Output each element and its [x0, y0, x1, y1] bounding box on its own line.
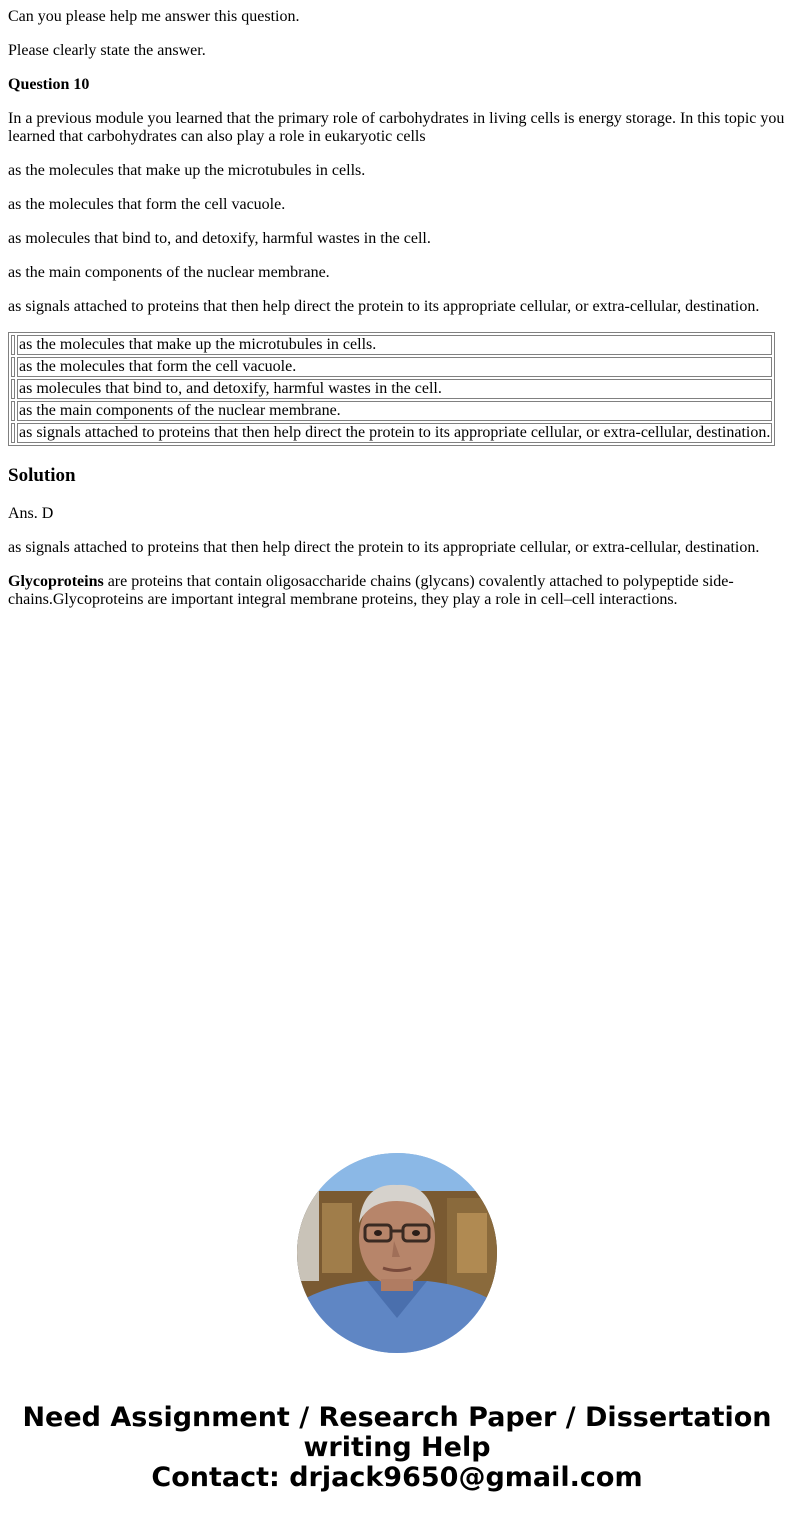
- table-row: [11, 379, 772, 399]
- option-marker-cell: [11, 357, 15, 377]
- option-text-d: as the main components of the nuclear membrane.: [8, 264, 330, 281]
- table-row: [11, 357, 772, 377]
- option-text-a: as the molecules that make up the microtubules in cells.: [8, 162, 366, 179]
- option-cell: as the molecules that form the cell vacuole.: [17, 357, 772, 377]
- solution-answer-text: as signals attached to proteins that then help direct the protein to its appropriate cellular, or extra-cellular, destination.: [8, 539, 760, 556]
- solution-explanation-text: are proteins that contain oligosaccharide chains (glycans) covalently attached to polypeptide side-chains.Glycoproteins are important integral membrane proteins, they play a role in cell–cell interactions.: [8, 573, 734, 608]
- table-row: [11, 335, 772, 355]
- intro-text: Can you please help me answer this question.: [8, 8, 300, 25]
- solution-answer: Ans. D: [8, 505, 54, 522]
- question-prompt: In a previous module you learned that the primary role of carbohydrates in living cells is energy storage. In this topic you learned that carbohydrates can also play a role in eukaryotic cells: [8, 110, 785, 145]
- option-marker-cell: [11, 423, 15, 443]
- solution-term: Glycoproteins: [8, 573, 104, 590]
- option-cell: as signals attached to proteins that then help direct the protein to its appropriate cellular, or extra-cellular, destination.: [19, 424, 771, 441]
- option-marker-cell: [11, 379, 15, 399]
- footer-line-2: writing Help: [303, 1432, 491, 1463]
- instruction-text: Please clearly state the answer.: [8, 42, 206, 59]
- solution-heading: Solution: [8, 465, 76, 486]
- option-marker-cell: [11, 335, 15, 355]
- option-text-c: as molecules that bind to, and detoxify, harmful wastes in the cell.: [8, 230, 431, 247]
- table-row: [11, 401, 772, 421]
- table-row: [11, 423, 772, 443]
- option-marker-cell: [11, 401, 15, 421]
- options-table: [8, 332, 775, 446]
- option-cell: as the main components of the nuclear membrane.: [17, 401, 772, 421]
- footer-line-1: Need Assignment / Research Paper / Dissertation: [22, 1402, 772, 1433]
- option-cell: as the molecules that make up the microtubules in cells.: [17, 335, 772, 355]
- footer-contact: Contact: drjack9650@gmail.com: [151, 1462, 643, 1493]
- option-text-e: as signals attached to proteins that then help direct the protein to its appropriate cellular, or extra-cellular, destination.: [8, 298, 760, 315]
- option-cell: as molecules that bind to, and detoxify, harmful wastes in the cell.: [17, 379, 772, 399]
- footer-banner: [0, 1403, 794, 1493]
- person-photo-icon: [297, 1153, 497, 1353]
- solution-explanation: [8, 573, 786, 609]
- option-text-b: as the molecules that form the cell vacuole.: [8, 196, 286, 213]
- question-title: Question 10: [8, 76, 90, 93]
